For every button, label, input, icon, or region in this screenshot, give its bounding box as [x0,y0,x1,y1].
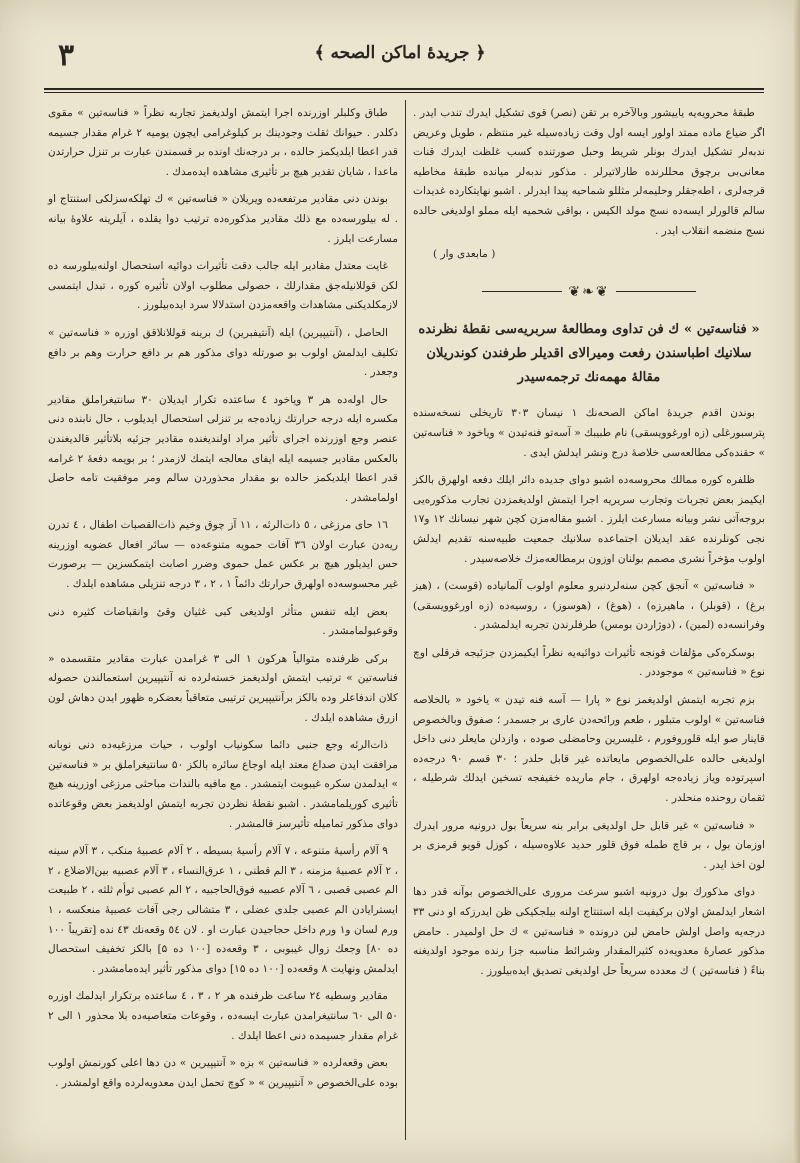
left-column [48,104,398,1134]
paragraph: برکی ظرفنده متوالیاً هرکون ۱ الی ۳ غرامدن عبارت مقادیر متقسمده « فناسه‌تین » ترتیب ایتمش اولدیغمز خسته‌لرده نه آنتیپیرین استعمالندن حصوله کلان اندفاعلر وده بالکز برآنتیپیرین ترتیبی متعاقباً بعضکره ظهور ایدن دهاش لون ازرق مشاهده ایلدك . [48,652,398,724]
ornament-flourish: ❦❧❦ [568,283,610,300]
paragraph: الحاصل ، (آنتیپیرین) ایله (آنتیفبرین) ك برینه قوللانلاقق اوزره « فناسه‌تین » تکلیف ایدلمش اولوب بو صورتله دوای مذکور هم بر دافع حرارت وهم بر دافع وجعدر . [48,326,398,379]
paragraph: ذات‌الرئه وجع جنبی دائما سکونیاب اولوب ، حیات مرزغیه‌ده دنی نوبانه مرافقت ایدن صداع معتد ایله اوجاع سائره بالکز ۵۰ سانتیغراملق بر « فناسه‌تین » ایدلمدن سکره غیبوبت ایتمشدر . مع مافیه بالندات مباحثی مرزغی اوزرینه هیچ تأثیری کوریلمامشدر . اشبو نقطهٔ نظردن تجربه ایتمش اولدیغمز بعض وقوعاتده دوای مذکور تمامیله تأثیرسز قالمشدر . [48,739,398,830]
ornament-line-right [482,291,562,292]
header-rule [44,88,764,90]
column-divider [405,100,406,1140]
paragraph: طباق وكلبلر اوزرنده اجرا ایتمش اولدیغمز تجاربه نظراً « فناسه‌تین » مقوی دکلدر . حیوانك ثقلت وجودینك بر کیلوغرامی ایچون یومیه ۲ غرام مقدار جسیمه قدر اعطا ایلدیکمز حالده ، بر درجه‌نك اونده بر قسمندن عبارت بر تنزل حرارتدن ماعدا ، شایان تقدیر هیچ بر تأثیری مشاهده ایده‌مدك . [48,107,398,178]
paragraph: بوندن اقدم جریدهٔ اماکن الصحه‌نك ۱ نیسان ۳۰۳ تاریخلی نسخه‌سنده پترسبورغلی (زه اورغوویسقی) نام طبیبك « آسه‌تو فنه‌تیدن » ویاخود « فناسه‌تین » حقنده‌کی مطالعه‌سی خلاصهٔ درج ونشر ایدلش ایدی . [413,407,765,459]
paragraph: ظلفره کوره ممالك محروسه‌ده اشبو دوای جدیده دائر ایلك دفعه اولهرق بالکز ایکیمز بعض تجربات وتجارب سریریه اجرا ایتمش اولدیغمزدن تجارب مذکوره‌یی بروجه‌آتی نشر وبیانه مسارعت ایلرز . اشبو مقاله‌مزن کچن شهر نیسانك ۱۲ و۱۷ نجی کونلرنده عقد ایدیلان اجتماعده سلانیك جمعیت طبیه‌سنه تقدیم ایدلش اولوب مؤخراً نشری مصمم بولنان اوزون برمطالعه‌مزك خلاصه‌سیدر . [413,474,766,565]
paragraph: بعض وقعه‌لرده « فناسه‌تین » بزه « آنتیپیرین » دن دها اعلی کورنمش اولوب بوده علی‌الخصوص « آنتیپیرین » « کوچ تحمل ایدن معدویه‌لرده واقع اولمشدر . [48,1057,398,1089]
right-column [413,104,765,1134]
paragraph: غایت معتدل مقادیر ایله جالب دقت تأثیرات دوائیه استحصال اولنه‌بیلورسه ده لکن قوللانیله‌جق مقدارلك ، حصولی مطلوب اولان تأثیره کوره ، تبدل ایتمسی لازمکلدیکنی مشاهدات واقعه‌مزدن استدلالا سرد ایده‌بیلورز . [48,260,398,312]
paragraph: حال اوله‌ده هر ۳ ویاخود ٤ ساعتده تکرار ایدیلان ۳۰ سانتیغراملق مقادیر مکسره ایله درجه حرارتك زیاده‌جه بر تنزلی استحصال ایدیلوب ، حال نابنده دنی عنصر وجع اوزرنده اجرای تأثیر مراد اولندیغنده مقادیر جزئیه بلاتأثیر قالدیغندن بالعکس مقادیر جسیمه ایله ایفای معالجه ایتمك لازمدر ؛ بر بویمه دفعهٔ ۲ غرامه قدر اعطا ایلدیکمز حالده بو مقدار محذوردن سالم ومر موفقیت تامه حاصل اولمامشدر . [48,393,398,504]
paragraph: مقادیر وسطیه ۲٤ ساعت ظرفنده هر ۲ ، ۳ ، ٤ ساعتده برتکرار ایدلمك اوزره ۵۰ الی ٦۰ سانتیغرامدن عبارت ایسه‌ده ، وقوعات متعاصیه‌ده بلا محذور ١ الی ۲ غرام مقدار جسیمده دنی اعطا ایلدك . [48,990,398,1042]
header-rule-thin [44,92,764,93]
journal-title: ﴿ جريدهٔ اماكن الصحه ﴾ [314,43,486,63]
paragraph: « فناسه‌تین » آنجق کچن سنه‌لردنبرو معلوم اولوب آلمانیاده (قوست) ، (هیز برغ) ، (قوبلر) ، ماهیرزه) ، (هوغ) ، (هوسوز) ، روسیه‌ده (زه اورغوویسقی) وفرانسه‌ده (لمین) ، (دوژاردن بومس) طرفلرندن تجربه ایدلمشدر . [413,580,765,632]
paragraph: ۹ آلام رأسیهٔ متنوعه ، ۷ آلام رأسیهٔ بسیطه ، ۲ آلام عصبیهٔ منکب ، ۳ آلام سینه ، ۲ آلام عصبیهٔ مزمنه ، ۳ الم قطنی ، ١ عرق‌النساء ، ۳ آلام عصبیه بین‌الاضلاع ، ۲ الم عصبی قصبی ، ٦ آلام عصبیه فوق‌الحاجبیه ، ۲ الم عصبی توأم ثلثه ، ۲ طبیعت ایسترایادن الم عصبی جلدی عضلی ، ۳ متشالی رجی آفات عصبیهٔ منعکسه ، ۱ ورم لسان و۱ ورم داخل حجاجیدن عبارت او . لان ٥٤ وقعه‌نك ٤۳ نده [تقریباً ۱۰۰ ده ۸۰] وجعك زوال غیبوبی ، ۳ وقعه‌ده [۱۰۰ ده ۵] بالکز تخفیف استحصال ایدلمش ونهایت ۸ وقعه‌ده [۱۰۰ ده ۱۵] دوای مذکور تأثیر ایده‌مامشدر . [48,845,398,975]
continued-note: ( مابعدی وار ) [433,248,496,261]
page-edge [794,0,800,1163]
opening-paragraph: طبقهٔ محرویه‌یه یاییشور وبالآخره بر تقن (نصر) قوی تشکیل ایدرك تندب ایدر . اگر ضیاع ماده ممتد اولور ایسه اول وقت زیاده‌سیله غیر منتظم ، طویل وعریض ندبه‌لر تشکیل ایدرك بونلر شریط وحبل صورتنده کسب غلظت ایدرك قنات معانی‌بی برچوق محللرنده طارلاتیرلر . مذکور ندبه‌لر میانده طبقهٔ مخاطیه قرجه‌لری ، اطه‌جقلر وحلیمه‌لر مثللو شماحیه پیدا ایدرلر . اشبو نهایتکارده غدیدات سالم قالورلر ایسه‌ده نسج مولد الکیس ، بواقی شحمیه ایله مملو اولدیغی حالده نسج منضمه انقلاب ایدر . [413,107,765,237]
paragraph: ١٦ حای مرزغی ، ٥ ذات‌الرئه ، ١١ آز چوق وخیم ذات‌القصبات اطفال ، ٤ تدرن ریه‌دن عبارت اولان ۳٦ آفات حمویه متنوعه‌ده — سائر افعال عضویه اوزرینه حس ایدیلور هیچ بر عکس عمل حموی وضرر اصابت ایتمکسزین — برصورت غیر محسوسه‌ده اولهرق حرارتك دائماً ١ ، ۲ ، ۳ درجه تنزیلی مشاهده ایلدك . [48,519,398,591]
ornament-line-left [616,291,696,292]
paragraph: « فناسه‌تین » غیر قابل حل اولدیغی برابر بنه سریعاً بول درونیه مرور ایدرك اوزمان بول ، بر قاچ طمله فوق قلور حدید علاوه‌سیله ، کوزل قویو قرمزی بر لون اخذ ایدر . [413,819,765,871]
article-title: « فناسه‌تین » ك فن تداوی ومطالعهٔ سربریه‌سی نقطهٔ نظرنده سلانیك اطباسندن رفعت وميرالای اقدیلر طرفندن کوندریلان مقالهٔ مهمه‌نك ترجمه‌سیدر [418,322,760,386]
page-header [40,28,760,84]
paragraph: بوسکره‌کی مؤلفات قونجه تأثیرات دوائیه‌یه نظراً ایکیمزدن جزئیجه فرقلی اوچ نوع « فناسه‌تین » موجوددر . [413,646,765,679]
paragraph: دوای مذکورك بول درونیه اشبو سرعت مروری علی‌الخصوص بوآنه قدر دها اشعار ایدلمش اولان برکیفیت ایله استنتاج اولنه بیلجکیکی ظن ایدرزکه او دنی ۳۳ درجه‌یه واصل اولش حامض لبن درونده « فناسه‌تین » ك حل اولمیدر . حامض مذکور عصارهٔ معدویه‌ده کثیرالمقدار وشرائط مناسبه جزا رنده موجود اولدیغنه بناءً ( فناسه‌تین ) ك معدده سریعاً حل اولدیغی تصدیق ایده‌بیلورز . [413,886,765,977]
paragraph: بوندن دنی مقادیر مرتفعه‌ده ویریلان « فناسه‌تین » ك تهلکه‌سزلکی استنتاج او . له بیلورسه‌ده مع ذلك مقادیر مذکوره‌ده ترتیب دوا یقلده ، آیلرینه علاوهٔ بیانه مسارعت ایلرز . [48,193,398,245]
section-ornament [413,283,765,303]
paragraph: بعض ایله تنفس متأثر اولدیغی کبی غثیان وقئ وانقباضات کثیره دنی وقوعبولمامشدر . [48,605,398,638]
paragraph: بزم تجربه ایتمش اولدیغمز نوع « پارا — آسه فنه تیدن » یاخود « بالخلاصه فناسه‌تین » اولوب متبلور ، طعم ورائحه‌دن عاری بر جسمدر ؛ صفوق وبالخصوص قاینار صو ایله قلوروفورم ، غلیسرین وحامضلی صوده ، وازدلن مایعلر دنی داخل اولدیغی حالده علی‌الخصوص مایعاتده غیر قابل حلدر ؛ ۳۰ قسم ۹۰ درجه‌ده اسپرتوده ویاز زیاده‌جه اولهرق ، جام ماریده خفیفجه تسخین ایدلك شرطیله ، ثقمان روحنده منحلدر . [413,694,765,805]
page-number: ۳ [58,38,75,73]
